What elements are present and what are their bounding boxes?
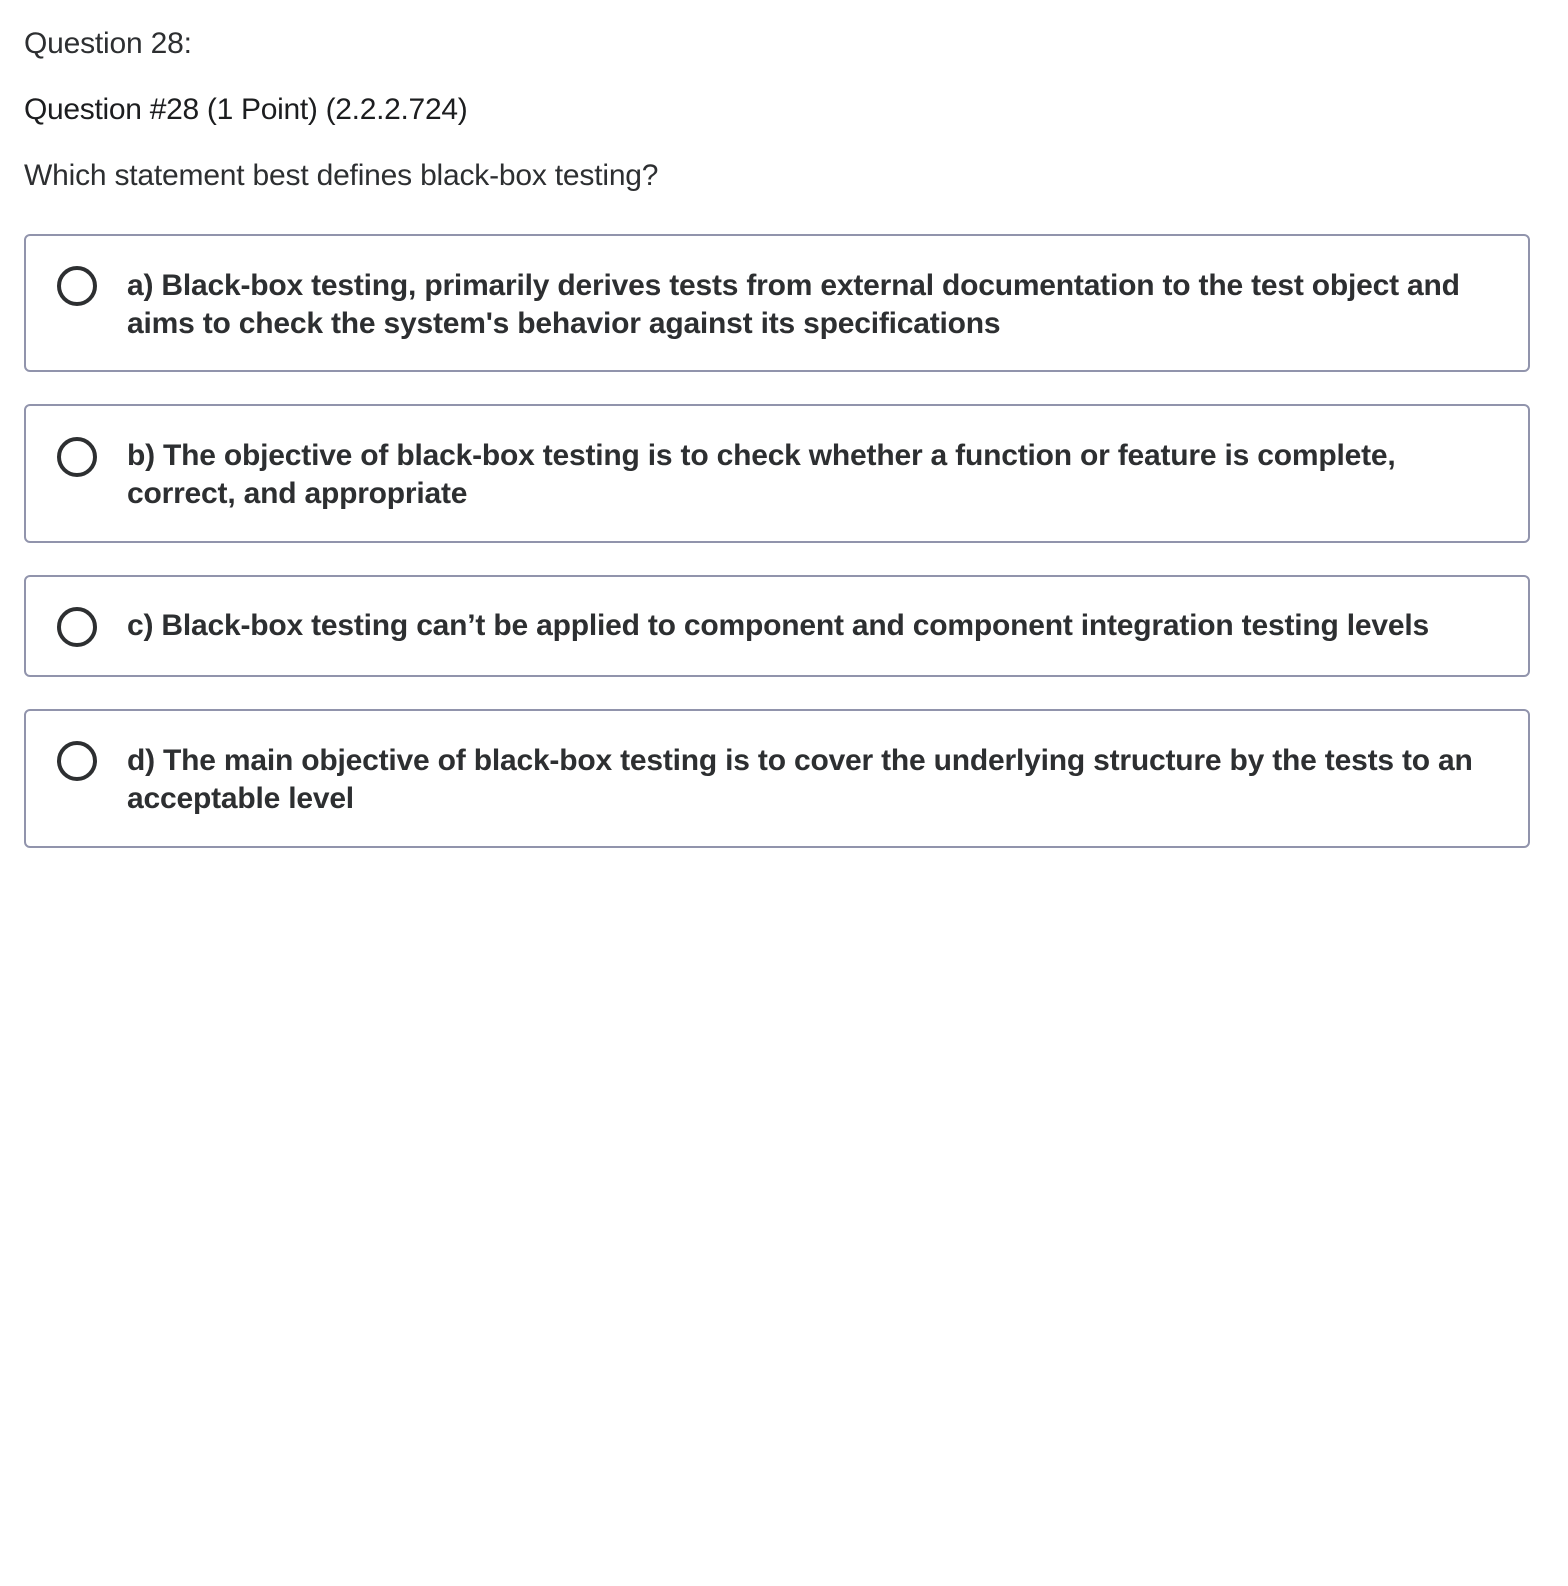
answer-option-label: c) Black-box testing can’t be applied to component and component integration testing levels [127, 609, 1429, 642]
radio-unchecked-icon[interactable] [57, 741, 97, 781]
question-prompt: Which statement best defines black-box testing? [24, 159, 659, 192]
answer-option-label: a) Black-box testing, primarily derives tests from external documentation to the test object and aims to check the system's behavior against its specifications [127, 269, 1460, 340]
radio-unchecked-icon[interactable] [57, 266, 97, 306]
answer-option-a[interactable] [24, 234, 1530, 372]
answer-option-c[interactable] [24, 575, 1530, 677]
answer-option-d[interactable] [24, 709, 1530, 848]
radio-unchecked-icon[interactable] [57, 607, 97, 647]
question-meta: Question #28 (1 Point) (2.2.2.724) [24, 93, 468, 126]
answer-option-label: d) The main objective of black-box testing is to cover the underlying structure by the tests to an acceptable level [127, 744, 1473, 815]
radio-unchecked-icon[interactable] [57, 437, 97, 477]
answer-option-label: b) The objective of black-box testing is to check whether a function or feature is complete, correct, and appropriate [127, 439, 1396, 510]
answer-option-b[interactable] [24, 404, 1530, 543]
question-number-label: Question 28: [24, 27, 192, 60]
